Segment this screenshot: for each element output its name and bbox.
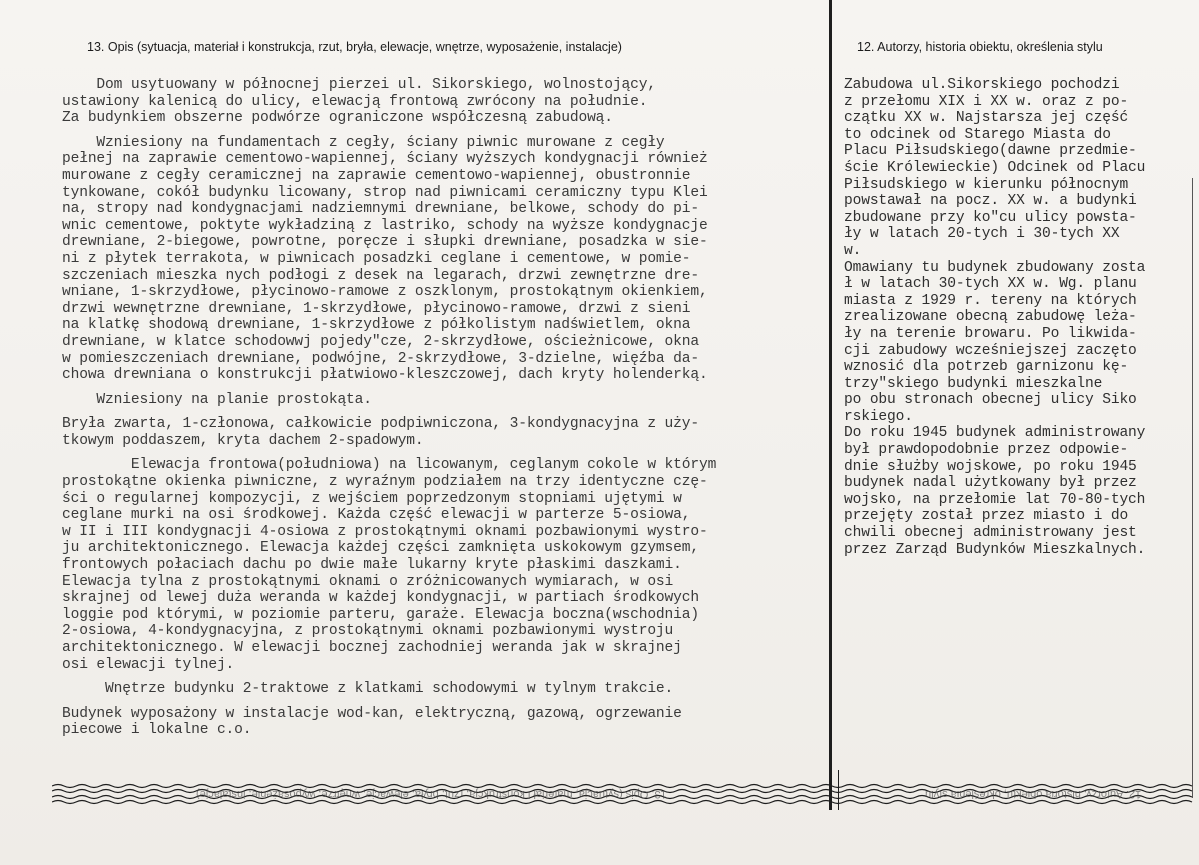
- paragraph-mass: Bryła zwarta, 1-członowa, całkowicie podpiwniczona, 3-kondygnacyjna z uży- tkowym poddaszem, kryta dachem 2-spadowym.: [62, 416, 699, 449]
- right-edge-border: [1192, 178, 1198, 798]
- paragraph-elevations: Elewacja frontowa(południowa) na licowanym, ceglanym cokole w którym prostokątne okienka piwniczne, z wyraźnym podziałem na trzy identyczne czę- ści o regularnej kompozycji, z wejściem poprzedzonym stopniami ujętymi w ceglane murki na osi środkowej. Każda część elewacji w parterze 5-osiowa, w II i III kondygnacji 4-osiowa z prostokątnymi oknami pozbawionymi wystro- ju architektonicznego. Elewacja każdej części zamknięta uskokowym gzymsem, frontowych połaciach dachu po dwie małe lukarny kryte płaskimi daszkami. Elewacja tylna z prostokątnymi oknami o zróżnicowanych wymiarach, w osi skrajnej od lewej duża weranda w każdej kondygnacji, w partiach środkowych loggie pod którymi, w poziomie parteru, garaże. Elewacja boczna(wschodnia) 2-osiowa, 4-kondygnacyjna, z prostokątnymi oknami pozbawionymi wystroju architektonicznego. W elewacji bocznej zachodniej weranda jak w skrajnej osi elewacji tylnej.: [62, 457, 717, 673]
- paragraph-interior: Wnętrze budynku 2-traktowe z klatkami schodowymi w tylnym trakcie.: [62, 681, 674, 698]
- section-13-header: 13. Opis (sytuacja, materiał i konstrukcja, rzut, bryła, elewacje, wnętrze, wyposażenie, instalacje): [87, 40, 622, 54]
- paragraph-plan: Wzniesiony na planie prostokąta.: [62, 391, 372, 408]
- section-12-header: 12. Autorzy, historia obiektu, określenia stylu: [857, 40, 1103, 54]
- paragraph-construction: Wzniesiony na fundamentach z cegły, ściany piwnic murowane z cegły pełnej na zaprawie cementowo-wapiennej, ściany wyższych kondygnacji również murowane z cegły ceramicznej na zaprawie cementowo-wapiennej, obustronnie tynkowane, cokół budynku licowany, strop nad piwnicami ceramiczny typu Klei na, stropy nad kondygnacjami nadziemnymi drewniane, belkowe, schody do pi- wnic cementowe, poktyte wykładziną z lastriko, schody na wyższe kondygnacje drewniane, 2-biegowe, powrotne, poręcze i słupki drewniane, posadzka w sie- ni z płytek terrakota, w piwnicach posadzki ceglane i cementowe, w pomie- szczeniach mieszka nych podłogi z desek na legarach, drzwi zewnętrzne dre- wniane, 1-skrzydłowe, płycinowo-ramowe z oszklonym, prostokątnym okienkiem, drzwi wewnętrzne drewniane, 1-skrzydłowe, płycinowo-ramowe, drzwi z sieni na klatkę shodową drewniane, 1-skrzydłowe z półkolistym nadświetlem, okna drewniane, w klatce schodowwj pojedy"cze, 2-skrzydłowe, ościeżnicowe, okna w pomieszczeniach drewniane, podwójne, 2-skrzydłowe, 3-dzielne, więźba da- chowa drewniana o konstrukcji płatwiowo-kleszczowej, dach kryty holenderką.: [62, 134, 708, 384]
- history-column: [844, 77, 1199, 558]
- paragraph-location: Dom usytuowany w północnej pierzei ul. Sikorskiego, wolnostojący, ustawiony kalenicą do ulicy, elewacją frontową zwrócony na południe. Za budynkiem obszerne podwórze ograniczone współczesną zabudową.: [62, 77, 656, 127]
- paragraph-history: Zabudowa ul.Sikorskiego pochodzi z przełomu XIX i XX w. oraz z po- czątku XX w. Najstarsza jej część to odcinek od Starego Miasta do Placu Piłsudskiego(dawne przedmie- ście Królewieckie) Odcinek od Placu Piłsudskiego w kierunku północnym powstawał na pocz. XX w. a budynki zbudowane przy ko"cu ulicy powsta- ły w latach 20-tych i 30-tych XX w. Omawiany tu budynek zbudowany zosta ł w latach 30-tych XX w. Wg. planu miasta z 1929 r. tereny na których zrealizowane obecną zabudowę leża- ły na terenie browaru. Po likwida- cji zabudowy wcześniejszej zaczęto wznosić dla potrzeb garnizonu kę- trzy"skiego budynki mieszkalne po obu stronach obecnej ulicy Siko rskiego. Do roku 1945 budynek administrowany był prawdopodobnie przez odpowie- dnie służby wojskowe, po roku 1945 budynek nadal użytkowany był przez wojsko, na przełomie lat 70-80-tych przejęty został przez miasto i do chwili obecnej administrowany jest przez Zarząd Budynków Mieszkalnych.: [844, 77, 1146, 558]
- mirrored-header-12: 12. Autorzy, historia obiektu, określenia stylu: [925, 788, 1142, 800]
- paragraph-installations: Budynek wyposażony w instalacje wod-kan, elektryczną, gazową, ogrzewanie piecowe i lokalne c.o.: [62, 705, 682, 739]
- mirrored-header-13: 13. Opis (sytuacja, materiał i konstrukcja, rzut, bryła, elewacje, wnętrze, wyposażenie, instalacje): [196, 788, 667, 800]
- description-column: [62, 77, 832, 739]
